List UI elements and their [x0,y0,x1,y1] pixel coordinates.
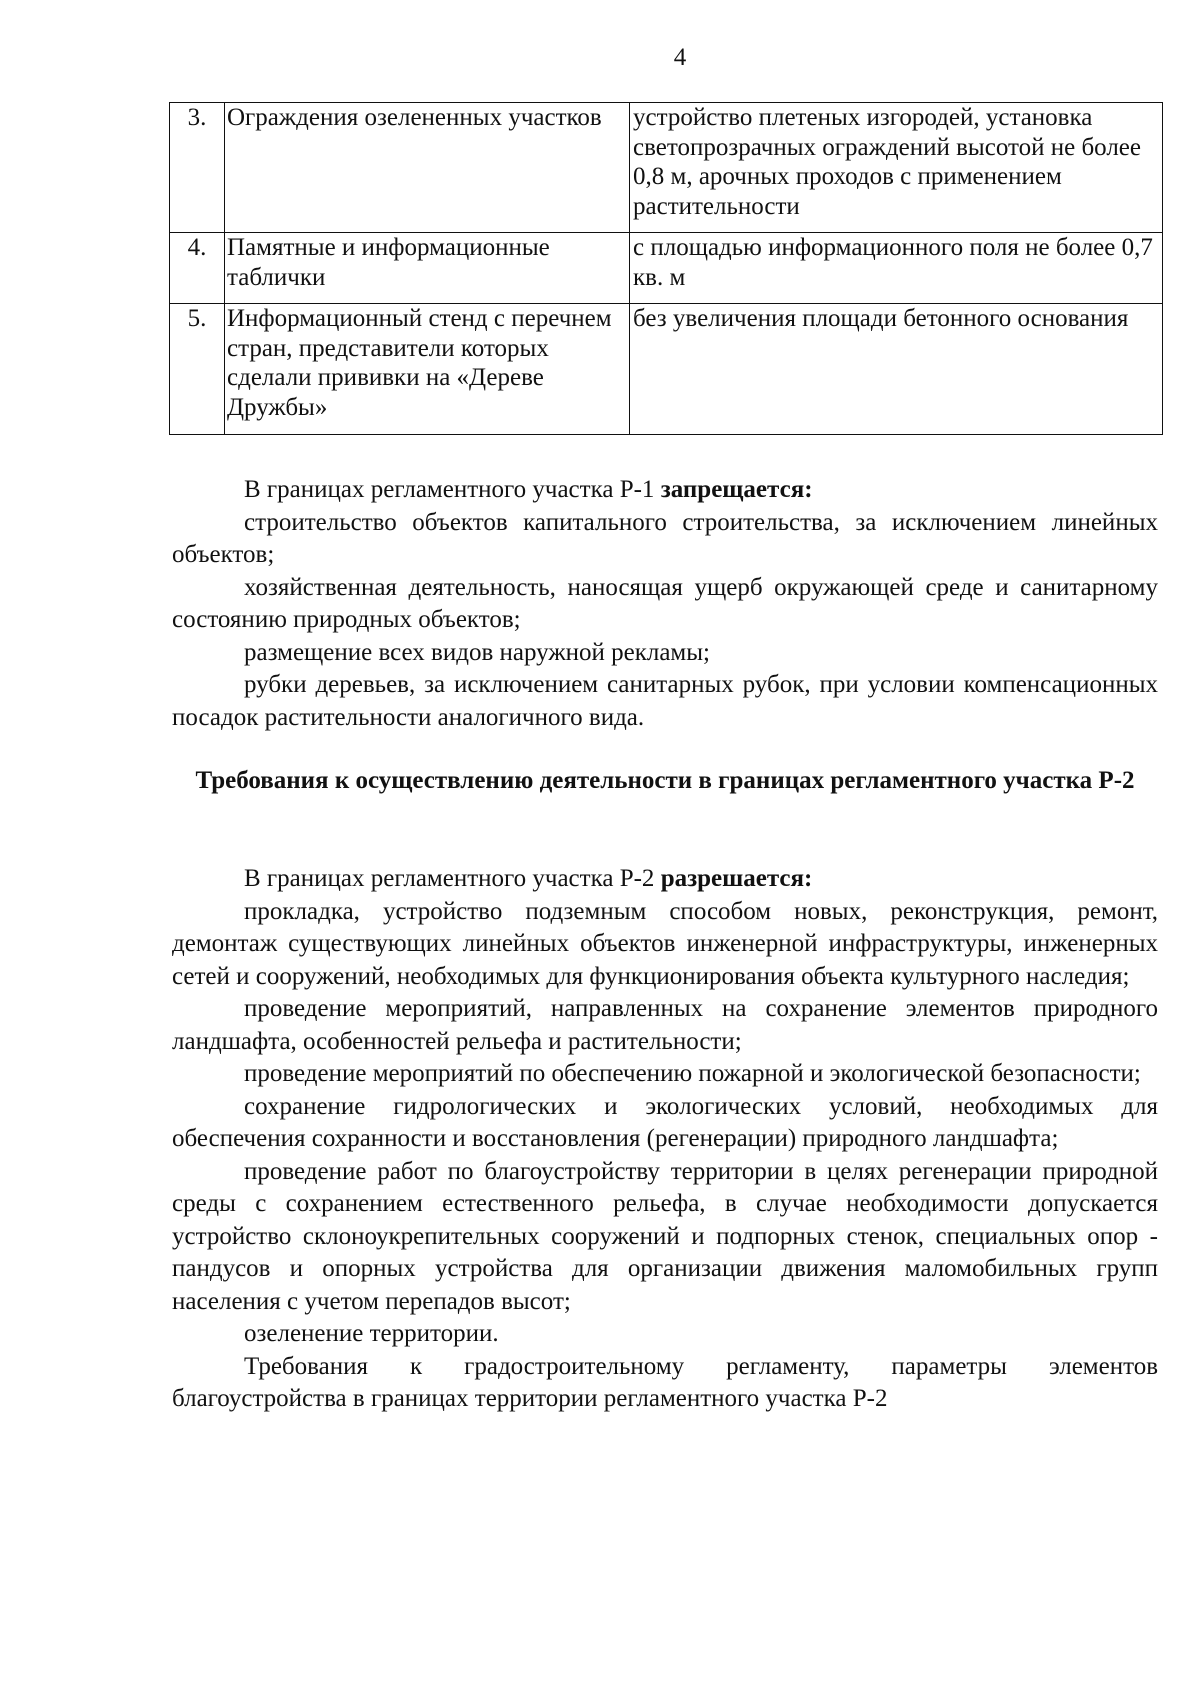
requirements-table [169,102,1163,435]
row-name: Информационный стенд с перечнем стран, представители которых сделали прививки на «Дереве Дружбы» [225,304,630,435]
row-value: устройство плетеных изгородей, установка светопрозрачных ограждений высотой не более 0,8 м, арочных проходов с применением растительности [630,103,1163,233]
section-heading: Требования к осуществлению деятельности в границах регламентного участка Р-2 [195,767,1135,794]
list-item: размещение всех видов наружной рекламы; [244,638,710,666]
row-value: с площадью информационного поля не более 0,7 кв. м [630,233,1163,304]
section-intro-keyword: разрешается: [660,865,813,892]
table-row [170,304,1163,435]
table-row [170,103,1163,233]
list-item: Требования к градостроительному регламенту, параметры элементов благоустройства в границах территории регламентного участка Р-2 [172,1352,1158,1412]
row-name: Памятные и информационные таблички [225,233,630,304]
list-item: озеленение территории. [244,1320,499,1347]
table-row [170,233,1163,304]
section-intro [172,863,1158,896]
section-intro-text: В границах регламентного участка Р-1 [244,476,661,503]
list-item: прокладка, устройство подземным способом новых, реконструкция, ремонт, демонтаж существующих линейных объектов инженерной инфраструктуры, инженерных сетей и сооружений, необходимых для функционирования объекта культурного наследия; [172,897,1158,990]
section-intro-text: В границах регламентного участка Р-2 [244,865,661,892]
row-number: 5. [170,304,225,435]
section-r1 [172,474,1158,734]
page-number: 4 [673,44,687,71]
section-intro-keyword: запрещается: [660,476,813,503]
list-item: рубки деревьев, за исключением санитарных рубок, при условии компенсационных посадок растительности аналогичного вида. [172,671,1158,731]
row-value: без увеличения площади бетонного основания [630,304,1163,435]
list-item: строительство объектов капитального строительства, за исключением линейных объектов; [172,508,1158,568]
row-number: 3. [170,103,225,233]
section-intro [172,474,1158,507]
list-item: проведение мероприятий, направленных на сохранение элементов природного ландшафта, особенностей рельефа и растительности; [172,995,1158,1055]
list-item: хозяйственная деятельность, наносящая ущерб окружающей среде и санитарному состоянию природных объектов; [172,573,1158,633]
row-name: Ограждения озелененных участков [225,103,630,233]
list-item: проведение мероприятий по обеспечению пожарной и экологической безопасности; [244,1060,1141,1087]
row-number: 4. [170,233,225,304]
list-item: сохранение гидрологических и экологических условий, необходимых для обеспечения сохранности и восстановления (регенерации) природного ландшафта; [172,1092,1158,1152]
section-r2 [172,863,1158,1416]
list-item: проведение работ по благоустройству территории в целях регенерации природной среды с сохранением естественного рельефа, в случае необходимости допускается устройство склоноукрепительных сооружений и подпорных стенок, специальных опор - пандусов и опорных устройства для организации движения маломобильных групп населения с учетом перепадов высот; [172,1157,1158,1315]
